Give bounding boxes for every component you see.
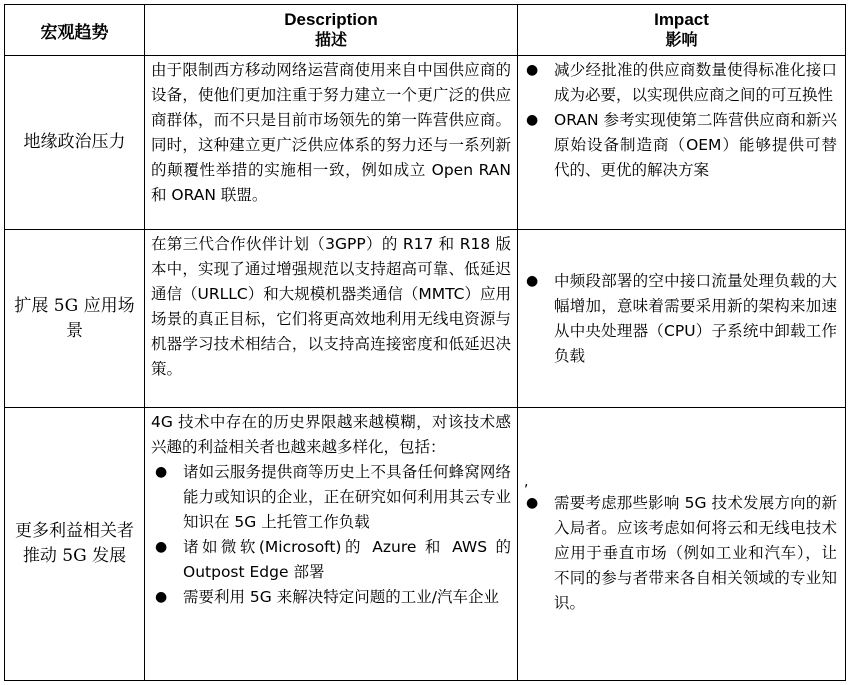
impact-item: ● 中频段部署的空中接口流量处理负载的大幅增加，意味着需要采用新的架构来加速从中央处理器（CPU）子系统中卸载工作负载 (522, 269, 837, 369)
impact-cell (518, 56, 846, 230)
description-intro: 4G 技术中存在的历史界限越来越模糊，对该技术感兴趣的利益相关者也越来越多样化，包括： (151, 413, 511, 456)
header-description: Description 描述 (145, 5, 518, 56)
table-row (5, 408, 846, 681)
header-impact: Impact 影响 (518, 5, 846, 56)
header-trend: 宏观趋势 (5, 5, 145, 56)
impact-item: ● 减少经批准的供应商数量使得标准化接口成为必要，以实现供应商之间的可互换性 (522, 58, 837, 108)
bullet-icon: ● (526, 112, 539, 128)
table-row (5, 56, 846, 230)
trend-cell: 扩展 5G 应用场景 (5, 230, 145, 408)
impact-item: ● ORAN 参考实现使第二阵营供应商和新兴原始设备制造商（OEM）能够提供可替代的、更优的解决方案 (522, 108, 837, 183)
stray-comma: , (524, 473, 529, 490)
bullet-icon: ● (526, 494, 539, 511)
description-cell: 由于限制西方移动网络运营商使用来自中国供应商的设备，使他们更加注重于努力建立一个更广泛的供应商群体，而不只是目前市场领先的第一阵营供应商。同时，这种建立更广泛供应体系的努力还与一系列新的颠覆性举措的实施相一致，例如成立 Open RAN 和 ORAN 联盟。 (145, 56, 518, 230)
description-cell: 在第三代合作伙伴计划（3GPP）的 R17 和 R18 版本中，实现了通过增强规范以支持超高可靠、低延迟通信（URLLC）和大规模机器类通信（MMTC）应用场景的真正目标，它们将更高效地利用无线电资源与机器学习技术相结合，以支持高连接密度和低延迟决策。 (145, 230, 518, 408)
header-row (5, 5, 846, 56)
bullet-icon: ● (155, 589, 168, 605)
description-item: ● 诸如微软(Microsoft)的 Azure 和 AWS 的 Outpost Edge 部署 (151, 535, 511, 585)
description-item: ● 需要利用 5G 来解决特定问题的工业/汽车企业 (151, 585, 511, 610)
trend-cell: 更多利益相关者推动 5G 发展 (5, 408, 145, 681)
table-row (5, 230, 846, 408)
description-cell (145, 408, 518, 681)
bullet-icon: ● (526, 272, 539, 289)
bullet-icon: ● (155, 464, 168, 480)
impact-cell (518, 408, 846, 681)
macro-trends-table (4, 4, 846, 681)
description-item: ● 诸如云服务提供商等历史上不具备任何蜂窝网络能力或知识的企业，正在研究如何利用其云专业知识在 5G 上托管工作负载 (151, 460, 511, 535)
bullet-icon: ● (155, 539, 168, 555)
bullet-icon: ● (526, 62, 539, 78)
impact-cell (518, 230, 846, 408)
trend-cell: 地缘政治压力 (5, 56, 145, 230)
impact-item: ● 需要考虑那些影响 5G 技术发展方向的新入局者。应该考虑如何将云和无线电技术应用于垂直市场（例如工业和汽车），让不同的参与者带来各自相关领域的专业知识。 (522, 491, 837, 616)
